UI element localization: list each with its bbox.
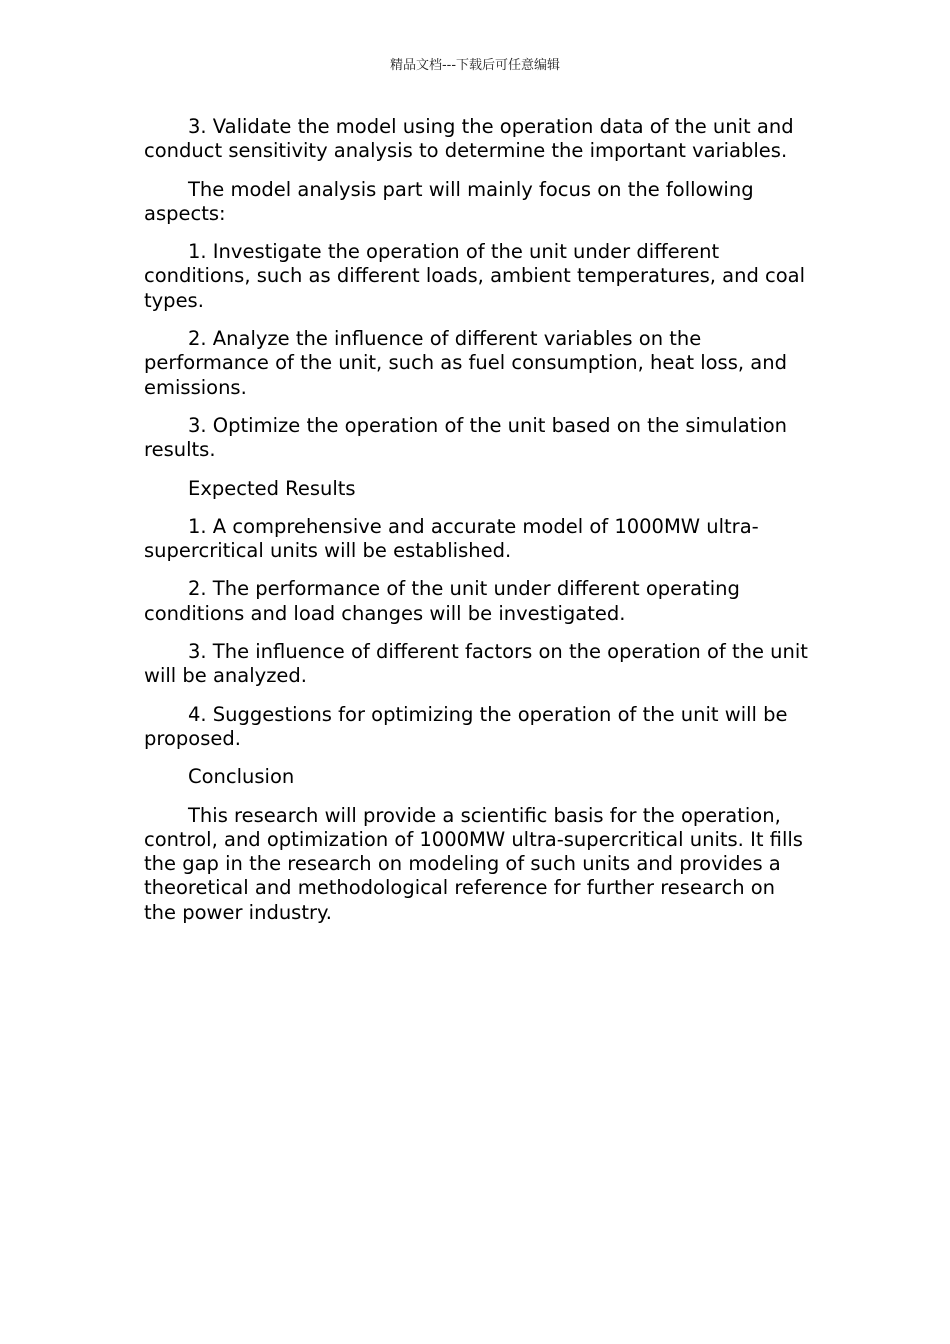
page-header: 精品文档---下载后可任意编辑 (389, 58, 561, 73)
paragraph-result-factors: 3. The influence of different factors on the operation of the unit will be analyzed. (144, 640, 808, 688)
document-body (144, 115, 808, 939)
section-heading-expected-results: Expected Results (188, 476, 356, 500)
paragraph-validate-model: 3. Validate the model using the operation data of the unit and conduct sensitivity analysis to determine the important variables. (144, 115, 794, 163)
paragraph-investigate-operation: 1. Investigate the operation of the unit under different conditions, such as different loads, ambient temperatures, and coal types. (144, 240, 806, 312)
section-heading-conclusion: Conclusion (188, 765, 295, 789)
paragraph-result-performance: 2. The performance of the unit under different operating conditions and load changes will be investigated. (144, 577, 740, 625)
paragraph-analysis-intro: The model analysis part will mainly focus on the following aspects: (144, 177, 754, 225)
paragraph-result-model: 1. A comprehensive and accurate model of 1000MW ultra-supercritical units will be established. (144, 514, 759, 563)
paragraph-result-suggestions: 4. Suggestions for optimizing the operation of the unit will be proposed. (144, 702, 788, 750)
paragraph-optimize-operation: 3. Optimize the operation of the unit based on the simulation results. (144, 413, 788, 462)
paragraph-conclusion: This research will provide a scientific basis for the operation, control, and optimization of 1000MW ultra-supercritical units. It fills the gap in the research on modeling of such units and provides a theoretical and methodological reference for further research on the power industry. (144, 803, 803, 924)
paragraph-analyze-influence: 2. Analyze the influence of different variables on the performance of the unit, such as fuel consumption, heat loss, and emissions. (144, 327, 787, 399)
